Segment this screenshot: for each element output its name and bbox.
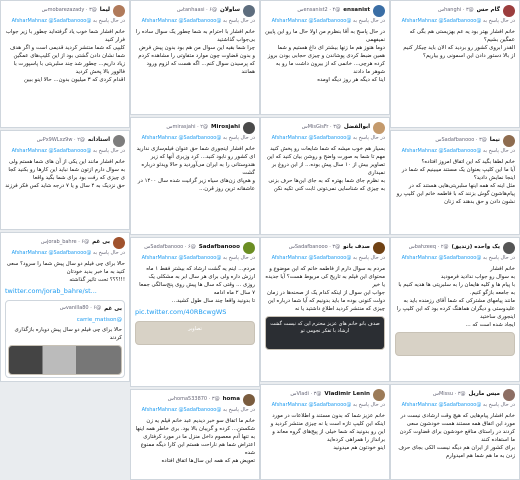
mention-link[interactable]: @AfsharMahnaz <box>11 148 92 154</box>
reply-prefix: در حال پاسخ به <box>92 250 125 256</box>
avatar[interactable] <box>373 122 385 134</box>
tweet-header <box>5 4 125 17</box>
author-handle: @Px9WLxz9w · ۲س <box>36 136 85 143</box>
tweet-header <box>135 241 255 254</box>
tweet-text: خانم افشار به سوال رو جواب ندادید فرمودید با پیام ها و کلیه هایمان را به سلبریتی ها هدیه کنیم با به جامعه بازگو کنیم. مانند پیامهای مشترکی که شما آقای رزمنده باید به علیدوستی و دیگران هماهنگ کرده بود که این کلیپ را اینجوری ساختید ایجاد شده است که ... <box>396 265 515 329</box>
quoted-author-name: بی غم <box>104 305 122 312</box>
reply-to-line <box>135 407 255 415</box>
mention-link[interactable]: @Sadafbanooo <box>308 255 347 261</box>
tweet-text: حالا برای چی فیلم دو سال پیش شما را سرود؟ سعی کنید به ما خبر بدید خودتان !!!؟؟؟ تحت تاثیر گذاشته <box>6 260 125 283</box>
author-handle: @hanghi · ۳س <box>437 6 474 13</box>
reply-to-line <box>265 18 385 26</box>
mention-link[interactable]: @Sadafbanooo <box>308 135 347 141</box>
reply-to-line <box>135 18 255 26</box>
tweet-card[interactable] <box>130 237 260 387</box>
tweet-header <box>5 134 125 147</box>
tweet-text: خانم ما اتفاق سو خبر دیدیم عبد خانم فیلم یه زن شکستن... کرده و گریبان بالا بود. بری خاطر همه اینها به تنها آدم معصوم داخل منزل ما در مورد کرفتاری اعتراض شما هم ناراحت هستم این کارا دیگه ممنوع شده تعویض هم که همه این سال‌ها اتفاق افتاده <box>135 417 255 465</box>
tweet-text: خانم افشار مانند این یکی از آن های شما هستم ولی به سوال دارم ازتون شما نباید این کارها رو بکنید کجا ی چیزی که رفت بود برای شما بگید واقعا حق نزدیک به ۴ سال و یا ۷ درجه شاید کس فکر فرزند <box>5 158 125 189</box>
mention-link[interactable]: @Sadafbanooo <box>438 402 477 408</box>
tweet-header <box>395 388 515 401</box>
mention-link[interactable]: @Sadafbanooo <box>178 18 217 24</box>
avatar[interactable] <box>113 5 125 17</box>
tweet-header <box>135 121 255 134</box>
avatar[interactable] <box>373 5 385 17</box>
reply-prefix: در حال پاسخ به <box>482 18 515 24</box>
tweet-text: خانم افشار اینجوری شما حق عنوان فیلم‌سازی ندارید ای کشور رو نابود کنید... کرد وزیری آنها که زیر هندوستانی را به ایران می‌آوردید و حالا ویدئو درباره گشت و هم‌پای زن‌های سیاه زیر گرانیت شده سال ۱۴۰۰ در عاشقانه ترین روز قرن... <box>136 145 255 193</box>
tweet-media[interactable] <box>265 316 385 350</box>
tweet-card[interactable] <box>390 384 520 480</box>
tweet-card[interactable] <box>0 130 130 230</box>
tweet-header <box>265 121 385 134</box>
tweet-header <box>265 388 385 401</box>
author-handle: @Missu · ۳س <box>432 390 466 397</box>
reply-prefix: در حال پاسخ به <box>482 402 515 408</box>
reply-to-line <box>265 255 385 263</box>
quoted-mention: @carrie_matison <box>76 316 122 323</box>
tweet-media[interactable] <box>395 332 515 356</box>
reply-to-line <box>5 18 125 26</box>
author-handle: @bahzeeq · ۲س <box>408 243 449 250</box>
reply-prefix: در حال پاسخ به <box>222 18 255 24</box>
tweet-card[interactable] <box>390 130 520 235</box>
author-handle: @Sadafbanooo · ۶س <box>144 243 196 250</box>
tweet-link[interactable]: twitter.com/jorab_bahre/st... <box>5 286 97 295</box>
tweet-text: خانم لطفا بگید که این اتفاق امروز افتاده؟ آیا ما این کلیپ بعنوان یک مستند میبینیم که شما در اینجا نمایش دادید؟ مثل اینه که همه اینها سلبریتی‌هایی هستند که در پیام‌هاشون گوش بزنند که با فاطمه خانم این کلیپ رو نشون دادن و حق بدهند که زنان <box>396 158 515 206</box>
mention-link[interactable]: @Sadafbanooo <box>438 148 477 154</box>
author-name: لیما <box>99 7 110 14</box>
author-name: بی غم <box>92 239 110 246</box>
mention-link[interactable]: @AfsharMahnaz <box>401 402 482 408</box>
author-name: یک واحده (زندیق) <box>451 244 500 251</box>
reply-prefix: در حال پاسخ به <box>482 148 515 154</box>
tweet-text: مردم... اینم یه گشت ارشاد که بیشتر فقط ۱ ماه ارزش داره ولی برای هر سال ابر به مشکلی یک روزی ... وقتی که سال ها پیش روی پنج‌سالگی جمعا ۷ سال ۲ ماه ادامه تا بدونید واقعا چند سال طول کشید... <box>139 265 255 304</box>
reply-prefix: در حال پاسخ به <box>482 255 515 261</box>
reply-to-line <box>5 148 125 156</box>
tweet-header <box>135 4 255 17</box>
avatar[interactable] <box>503 5 515 17</box>
reply-prefix: در حال پاسخ به <box>222 407 255 413</box>
mention-link[interactable]: @Sadafbanooo <box>438 255 477 261</box>
author-name: میس ماریل <box>468 391 500 398</box>
reply-to-line <box>395 255 515 263</box>
author-name: ساولان <box>219 7 240 14</box>
author-name: ابوالفضل <box>343 124 370 131</box>
quoted-text: حالا برای چی فیلم دو سال پیش دوباره بازگذاری کردند <box>14 326 122 341</box>
tweet-text: خانم افشار پیام‌هایی که هیچ وقت ارشادی نیست در مورد این اتفاق همه مستند هست خودشون سعی کردند در راستای منافع خودشون برای قضاوت کردن ما استفاده کنند برای کشور از ایران هم دیگه نیست الکی بجای حرف زدن به ما هم شما هم امیدوارم <box>398 412 515 460</box>
avatar[interactable] <box>243 394 255 406</box>
mention-link[interactable]: @AfsharMahnaz <box>141 255 222 261</box>
author-name: نیما <box>489 137 500 144</box>
tweet-card[interactable] <box>0 232 130 382</box>
avatar[interactable] <box>243 5 255 17</box>
tweet-card[interactable] <box>260 237 390 382</box>
mention-link[interactable]: @Sadafbanooo <box>308 18 347 24</box>
reply-to-line <box>265 135 385 143</box>
tweet-text: خانم افشار با احترام به شما چطور یک سوال ساده را بی‌جواب گذاشتید چرا شما بقیه این سوال من هم بود بدون پیش فرض و بدون قضاوت چون موارد متفاوتی را مشاهده کردم که پرسیدن سوال کنم... اگه هست که لزوم ورود همانند <box>135 28 255 76</box>
avatar[interactable] <box>373 389 385 401</box>
author-name: گام حس <box>476 7 500 14</box>
tweet-text: در حال پاسخ به آقا بنظرم من اولا حال ما رو این پایین نمیفهمی دوما هنوز هم ما زنها بیشتر ای داغ هستیم و شما همین ضبط کردی پوشاندن و چیزی حجابی بودن بروز کرده هرچی... خانمی که از بیرون داشت ما رو به شوهر ما دادند اینا که دیگه هر روز دیگه اومده <box>265 28 385 84</box>
media-caption: صدف بانو خانم های عزیز محترم این که نیست گشت ارشاد با تفکر نجومی تو <box>270 321 380 335</box>
tweet-card[interactable] <box>260 0 390 115</box>
author-handle: @MisGisFr · ۳س <box>301 123 341 130</box>
reply-to-line <box>395 148 515 156</box>
author-handle: @jorab_bahre · ۶س <box>40 238 90 245</box>
tweet-card[interactable] <box>130 117 260 235</box>
reply-prefix: در حال پاسخ به <box>222 135 255 141</box>
tweet-header <box>395 134 515 147</box>
reply-to-line <box>395 18 515 26</box>
reply-prefix: در حال پاسخ به <box>92 148 125 154</box>
author-handle: @Vladi · ۳س <box>290 390 322 397</box>
avatar[interactable] <box>503 242 515 254</box>
quoted-author-handle: @vanilla80 · ۶س <box>59 305 102 312</box>
tweet-card[interactable] <box>390 0 520 128</box>
mention-link[interactable]: @AfsharMahnaz <box>141 18 222 24</box>
mention-link[interactable]: @AfsharMahnaz <box>401 18 482 24</box>
tweet-header <box>395 241 515 254</box>
tweet-text: مردم به سوال دارم از فاطمه خانم که این موضوع و محتوای این فیلم به تاریخ کی مربوط هست؟ آیا جدیده یا خیر جواب این سوال از اینکه کدام یک از صحنه‌ها در زمان دولت کنونی بوده ما باید بدونیم که آیا شما درباره این چیزی که منتشر کردید اطلاع داشتید یا نه <box>265 265 385 313</box>
mention-link[interactable]: @Sadafbanooo <box>178 135 217 141</box>
tweet-text: خانم افشار بهتر بود یه عم بهزیستی هم بگی که عمگین بشیم؟ القدر ابروی کشور رو بردید که الان باید چیکار کنیم از بالا دستور دادن این اسمونی رو بیاریم؟ <box>403 28 515 59</box>
author-name: ensanist <box>343 7 370 14</box>
avatar[interactable] <box>243 242 255 254</box>
author-handle: @mobarezazady · ۳س <box>41 6 97 13</box>
author-name: Vladimir Lenin <box>324 391 370 398</box>
author-handle: @mirasjahi · ۲س <box>166 123 208 130</box>
reply-to-line <box>135 255 255 263</box>
reply-to-line <box>135 135 255 143</box>
reply-prefix: در حال پاسخ به <box>92 18 125 24</box>
mention-link[interactable]: @AfsharMahnaz <box>11 250 92 256</box>
tweet-header <box>5 236 125 249</box>
tweet-link[interactable]: pic.twitter.com/40RBcwgWS <box>135 308 227 317</box>
mention-link[interactable]: @Sadafbanooo <box>178 255 217 261</box>
tweet-header <box>135 393 255 406</box>
quoted-media[interactable] <box>8 345 122 375</box>
author-name: Sadafbanooo <box>198 244 240 251</box>
avatar[interactable] <box>243 122 255 134</box>
mention-link[interactable]: @Sadafbanooo <box>308 402 347 408</box>
mention-link[interactable]: @AfsharMahnaz <box>401 255 482 261</box>
tweet-text: بسیار هم خوب میشه که شما شایعات رو پخش کنید مهم تا شما به صورت واضح و روشن بیان کنید که این تصاویر بیش از ۱۰ سال پیش بوده... از این دروغ بر نمیداری به نظرم جای شما بهتره که به جای این‌ها حرف بزنی به چیزی که شناسایی نمی‌تونی ثابت کنی تکیه نکن <box>266 145 385 193</box>
mention-link[interactable]: @Sadafbanooo <box>48 148 87 154</box>
mention-link[interactable]: @AfsharMahnaz <box>141 407 222 413</box>
tweet-header <box>265 241 385 254</box>
tweet-media[interactable] <box>135 321 255 345</box>
mention-link[interactable]: @AfsharMahnaz <box>271 135 352 141</box>
media-caption: تصاویر <box>188 325 202 332</box>
mention-link[interactable]: @Sadafbanooo <box>48 18 87 24</box>
mention-link[interactable]: @Sadafbanooo <box>178 407 217 413</box>
mention-link[interactable]: @AfsharMahnaz <box>11 18 92 24</box>
tweet-card[interactable] <box>390 237 520 382</box>
tweet-card[interactable] <box>130 0 260 115</box>
author-name: استادانه <box>87 137 110 144</box>
author-handle: @Sadafbanooo · ۳س <box>288 243 341 250</box>
reply-to-line <box>395 402 515 410</box>
tweet-card[interactable] <box>130 389 260 480</box>
tweet-card[interactable] <box>260 384 390 480</box>
author-name: homa <box>222 396 240 403</box>
avatar[interactable] <box>113 135 125 147</box>
mention-link[interactable]: @Sadafbanooo <box>438 18 477 24</box>
author-handle: @homa533870 · ۳س <box>167 395 220 402</box>
mention-link[interactable]: @AfsharMahnaz <box>141 135 222 141</box>
mention-link[interactable]: @AfsharMahnaz <box>271 402 352 408</box>
tweet-text: خانم عزیز شما که بدون مستند و اطلاعات در مورد اینکه این کلیپ تازه است یا نه چیزی منتشر کردید و این رو بدونید که شما خیلی از پیج‌های گروه معاند و برانداز را همراهی کرده‌اید اینو خودتون هم میدونید <box>270 412 385 451</box>
reply-prefix: در حال پاسخ به <box>352 18 385 24</box>
author-handle: @Sadafbanooo · ۳س <box>435 136 487 143</box>
mention-link[interactable]: @Sadafbanooo <box>48 250 87 256</box>
avatar[interactable] <box>113 237 125 249</box>
reply-prefix: در حال پاسخ به <box>352 402 385 408</box>
tweet-text: خانم افشار شما خوب یاد گرفته‌اید چطور با زیر جواب فرار کنید کلیپی که شما منتشر کردید قدیمی است و اگر هدف شما نشان دادن گشتی بود از این کلیپ‌های عمگین زیاد داریم... چطور شد چند سلبریتی با پاسپورت با فالوور بالا پخش کردید اقدام کردی که ۳ میلیون بدون... حالا اینو ببین <box>5 28 125 84</box>
reply-to-line <box>265 402 385 410</box>
author-handle: @ensanist2 · ۴س <box>297 6 341 13</box>
reply-prefix: در حال پاسخ به <box>352 255 385 261</box>
avatar[interactable] <box>503 135 515 147</box>
reply-prefix: در حال پاسخ به <box>352 135 385 141</box>
tweet-card[interactable] <box>260 117 390 235</box>
mention-link[interactable]: @AfsharMahnaz <box>401 148 482 154</box>
author-name: Mirosjahi <box>210 124 240 131</box>
author-handle: @tanhaasi · ۶س <box>176 6 217 13</box>
mention-link[interactable]: @AfsharMahnaz <box>271 255 352 261</box>
author-name: صدف بانو <box>343 244 370 251</box>
mention-link[interactable]: @AfsharMahnaz <box>271 18 352 24</box>
avatar[interactable] <box>373 242 385 254</box>
reply-to-line <box>5 250 125 258</box>
tweet-header <box>395 4 515 17</box>
reply-prefix: در حال پاسخ به <box>222 255 255 261</box>
tweet-header <box>265 4 385 17</box>
quoted-tweet[interactable] <box>5 300 125 378</box>
tweet-card[interactable] <box>0 0 130 128</box>
avatar[interactable] <box>503 389 515 401</box>
